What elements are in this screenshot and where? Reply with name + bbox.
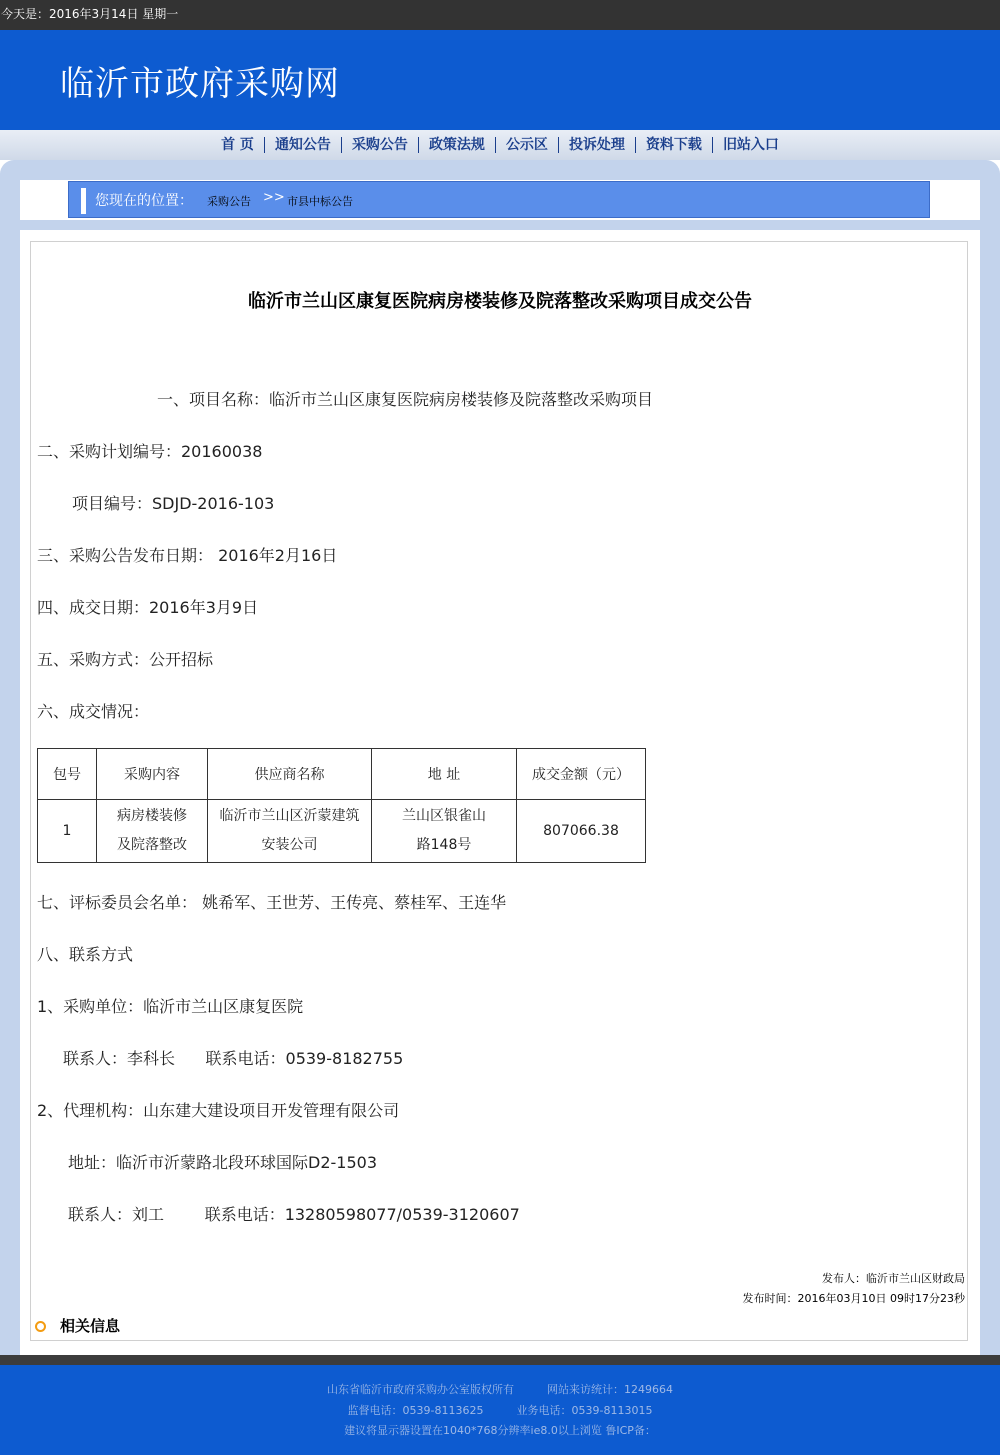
line-publish-date: 三、采购公告发布日期： 2016年2月16日 [37,546,338,565]
line-agency-address: 地址：临沂市沂蒙路北段环球国际D2-1503 [68,1153,377,1172]
nav-complaints[interactable]: 投诉处理 [559,137,636,153]
breadcrumb-separator: >> [263,190,285,205]
line-project-name: 一、项目名称：临沂市兰山区康复医院病房楼装修及院落整改采购项目 [157,390,654,409]
table-cell: 兰山区银雀山路148号 [372,800,517,863]
table-header-cell: 成交金额（元） [517,749,646,800]
table-cell: 病房楼装修及院落整改 [97,800,208,863]
nav-home[interactable]: 首 页 [211,137,265,153]
related-info [35,1315,120,1336]
line-project-number: 项目编号：SDJD-2016-103 [72,494,275,513]
line-committee: 七、评标委员会名单： 姚希军、王世芳、王传亮、蔡桂军、王连华 [37,893,507,912]
table-header-cell: 供应商名称 [208,749,372,800]
article-title: 临沂市兰山区康复医院病房楼装修及院落整改采购项目成交公告 [248,291,752,312]
nav-downloads[interactable]: 资料下载 [636,137,713,153]
table-cell: 807066.38 [517,800,646,863]
site-title[interactable]: 临沂市政府采购网 [60,64,340,104]
breadcrumb-marker [81,188,86,214]
table-row [38,800,646,863]
footer-copyright: 山东省临沂市政府采购办公室版权所有 网站来访统计：1249664 [327,1383,673,1396]
line-plan-number: 二、采购计划编号：20160038 [37,442,263,461]
footer-divider [0,1355,1000,1365]
nav-publicity[interactable]: 公示区 [496,137,559,153]
breadcrumb-item-county-awards[interactable]: 市县中标公告 [287,195,353,208]
nav-policies[interactable]: 政策法规 [419,137,496,153]
line-contact-heading: 八、联系方式 [37,945,134,964]
line-agency-contact: 联系人：刘工 联系电话：13280598077/0539-3120607 [68,1205,520,1224]
table-header-cell: 地 址 [372,749,517,800]
nav-procurement[interactable]: 采购公告 [342,137,419,153]
line-deal-date: 四、成交日期：2016年3月9日 [37,598,259,617]
line-method: 五、采购方式：公开招标 [37,650,214,669]
line-deal-status: 六、成交情况： [37,702,150,721]
bullet-icon [35,1321,46,1332]
publish-time: 发布时间：2016年03月10日 09时17分23秒 [742,1292,965,1305]
breadcrumb-item-procurement[interactable]: 采购公告 [207,195,251,208]
top-bar [0,0,1000,30]
line-agency: 2、代理机构：山东建大建设项目开发管理有限公司 [37,1101,400,1120]
table-header-row [38,749,646,800]
related-title: 相关信息 [60,1317,121,1335]
breadcrumb [68,181,930,218]
table-cell: 临沂市兰山区沂蒙建筑安装公司 [208,800,372,863]
line-purchaser-contact: 联系人：李科长 联系电话：0539-8182755 [63,1049,404,1068]
footer [0,1365,1000,1455]
award-table [37,748,646,863]
main-nav [0,130,1000,160]
nav-old-site[interactable]: 旧站入口 [722,137,779,153]
nav-notices[interactable]: 通知公告 [265,137,342,153]
publisher: 发布人：临沂市兰山区财政局 [822,1272,965,1285]
line-purchaser: 1、采购单位：临沂市兰山区康复医院 [37,997,304,1016]
footer-phones: 监督电话：0539-8113625 业务电话：0539-8113015 [347,1404,653,1417]
table-header-cell: 包号 [38,749,97,800]
date-text: 今天是：2016年3月14日 星期一 [1,7,179,21]
header-banner [0,30,1000,130]
breadcrumb-label: 您现在的位置： [95,193,193,209]
table-cell: 1 [38,800,97,863]
table-header-cell: 采购内容 [97,749,208,800]
footer-note: 建议将显示器设置在1040*768分辨率ie8.0以上浏览 鲁ICP备： [344,1424,656,1437]
